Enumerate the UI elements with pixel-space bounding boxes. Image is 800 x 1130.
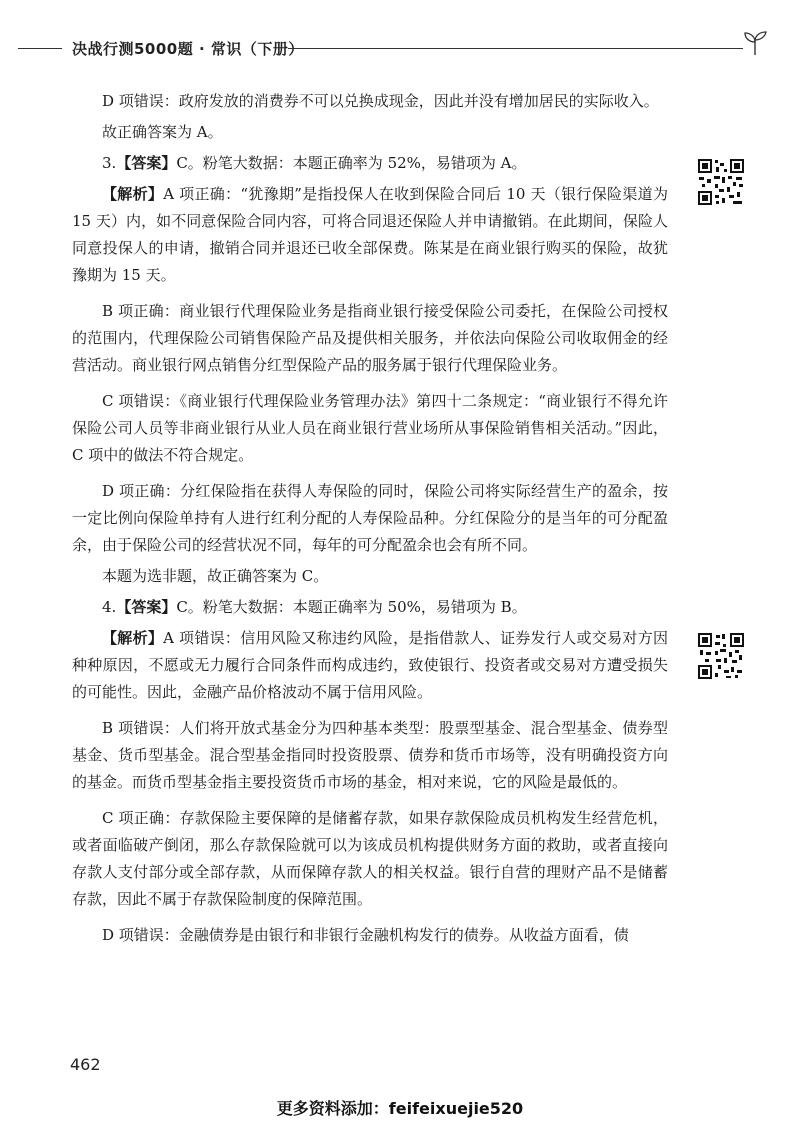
- qr-code-icon[interactable]: [697, 158, 745, 206]
- question-4-analysis-a: [72, 625, 668, 706]
- paragraph: B 项错误：人们将开放式基金分为四种基本类型：股票型基金、混合型基金、债券型基金、货币型基金。混合型基金指同时投资股票、债券和货币市场等，没有明确投资方向的基金。而货币型基金指主要投资货币市场的基金，相对来说，它的风险是最低的。: [72, 719, 668, 791]
- book-title: 决战行测5000题 · 常识（下册）: [72, 40, 304, 58]
- answer-tag: 【答案】: [116, 598, 177, 616]
- analysis-tag: 【解析】: [102, 629, 164, 647]
- solution-text: [72, 88, 668, 958]
- footer-note: 更多资料添加：feifeixuejie520: [276, 1099, 524, 1118]
- sprout-icon: [740, 30, 770, 56]
- paragraph: C 项正确：存款保险主要保障的是储蓄存款，如果存款保险成员机构发生经营危机，或者面临破产倒闭，那么存款保险就可以为该成员机构提供财务方面的救助，或者直接向存款人支付部分或全部存款，从而保障存款人的相关权益。银行自营的理财产品不是储蓄存款，因此不属于存款保险制度的保障范围。: [72, 809, 668, 908]
- page-number: 462: [70, 1055, 101, 1074]
- header-rule-right: [288, 48, 743, 49]
- question-3-answer: [72, 150, 668, 177]
- answer-tag: 【答案】: [116, 154, 177, 172]
- page-header: [18, 36, 758, 60]
- analysis-text: A 项错误：信用风险又称违约风险，是指借款人、证券发行人或交易对方因种种原因，不愿或无力履行合同条件而构成违约，致使银行、投资者或交易对方遭受损失的可能性。因此，金融产品价格波动不属于信用风险。: [72, 629, 668, 701]
- paragraph: 故正确答案为 A。: [102, 123, 223, 141]
- question-3-analysis-a: [72, 181, 668, 289]
- answer-text: C。粉笔大数据：本题正确率为 52%，易错项为 A。: [176, 154, 527, 172]
- question-number: 4.: [102, 598, 117, 616]
- analysis-text: A 项正确：“犹豫期”是指投保人在收到保险合同后 10 天（银行保险渠道为 15 天）内，如不同意保险合同内容，可将合同退还保险人并申请撤销。在此期间，保险人同意投保人的申请，撤销合同并退还已收全部保费。陈某是在商业银行购买的保险，故犹豫期为 15 天。: [72, 185, 668, 284]
- paragraph: D 项正确：分红保险指在获得人寿保险的同时，保险公司将实际经营生产的盈余，按一定比例向保险单持有人进行红利分配的人寿保险品种。分红保险分的是当年的可分配盈余，由于保险公司的经营状况不同，每年的可分配盈余也会有所不同。: [72, 482, 668, 554]
- analysis-tag: 【解析】: [102, 185, 164, 203]
- paragraph: 本题为选非题，故正确答案为 C。: [102, 567, 329, 585]
- paragraph: D 项错误：金融债券是由银行和非银行金融机构发行的债券。从收益方面看，债: [102, 926, 629, 944]
- question-number: 3.: [102, 154, 117, 172]
- paragraph: D 项错误：政府发放的消费券不可以兑换成现金，因此并没有增加居民的实际收入。: [102, 92, 659, 110]
- paragraph: C 项错误：《商业银行代理保险业务管理办法》第四十二条规定：“商业银行不得允许保险公司人员等非商业银行从业人员在商业银行营业场所从事保险销售相关活动。”因此，C 项中的做法不符合规定。: [72, 392, 668, 464]
- header-rule-left: [18, 48, 62, 49]
- question-4-answer: [72, 594, 668, 621]
- qr-code-icon[interactable]: [697, 632, 745, 680]
- answer-text: C。粉笔大数据：本题正确率为 50%，易错项为 B。: [176, 598, 527, 616]
- paragraph: B 项正确：商业银行代理保险业务是指商业银行接受保险公司委托，在保险公司授权的范围内，代理保险公司销售保险产品及提供相关服务，并依法向保险公司收取佣金的经营活动。商业银行网点销售分红型保险产品的服务属于银行代理保险业务。: [72, 302, 668, 374]
